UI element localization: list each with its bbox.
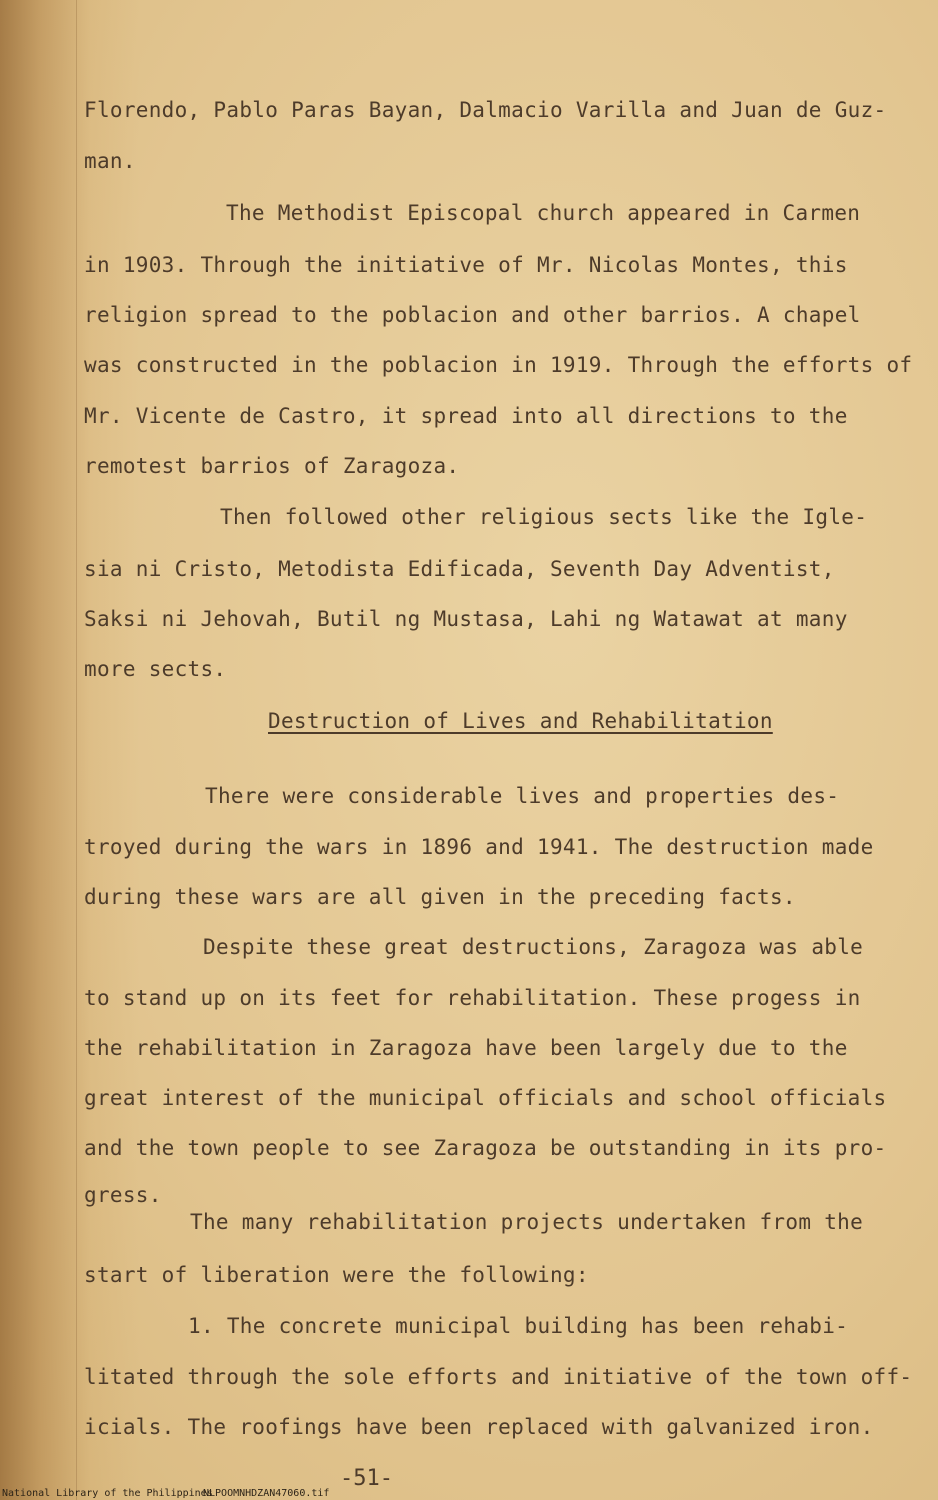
text-line: during these wars are all given in the preceding facts. [84,885,796,909]
footer-filename: NLPOOMNHDZAN47060.tif [203,1488,330,1499]
text-line: in 1903. Through the initiative of Mr. Nicolas Montes, this [84,253,848,277]
text-line: 1. The concrete municipal building has been rehabi- [188,1314,849,1338]
text-line: The Methodist Episcopal church appeared in Carmen [226,201,861,225]
margin-line [76,0,77,1500]
text-line: more sects. [84,657,227,681]
text-line: the rehabilitation in Zaragoza have been largely due to the [84,1036,848,1060]
text-line: Then followed other religious sects like the Igle- [220,505,868,529]
text-line: Saksi ni Jehovah, Butil ng Mustasa, Lahi ng Watawat at many [84,607,848,631]
text-line: remotest barrios of Zaragoza. [84,454,460,478]
text-line: to stand up on its feet for rehabilitation. These progess in [84,986,861,1010]
text-line: litated through the sole efforts and initiative of the town off- [84,1365,913,1389]
text-line: man. [84,149,136,173]
text-line: There were considerable lives and properties des- [205,784,840,808]
text-line: Despite these great destructions, Zaragoza was able [203,935,864,959]
text-line: Florendo, Pablo Paras Bayan, Dalmacio Varilla and Juan de Guz- [84,98,887,122]
text-line: and the town people to see Zaragoza be outstanding in its pro- [84,1136,887,1160]
text-line: religion spread to the poblacion and other barrios. A chapel [84,303,861,327]
text-line: troyed during the wars in 1896 and 1941. The destruction made [84,835,874,859]
text-line: gress. [84,1183,162,1207]
text-line: was constructed in the poblacion in 1919. Through the efforts of [84,353,913,377]
text-line: Mr. Vicente de Castro, it spread into all directions to the [84,404,848,428]
section-heading: Destruction of Lives and Rehabilitation [268,709,773,733]
page-number: -51- [340,1466,393,1491]
footer-source: National Library of the Philippines [2,1488,213,1499]
text-line: sia ni Cristo, Metodista Edificada, Seventh Day Adventist, [84,557,835,581]
text-line: start of liberation were the following: [84,1263,589,1287]
text-line: icials. The roofings have been replaced with galvanized iron. [84,1415,874,1439]
text-line: The many rehabilitation projects undertaken from the [190,1210,864,1234]
text-line: great interest of the municipal officials and school officials [84,1086,887,1110]
